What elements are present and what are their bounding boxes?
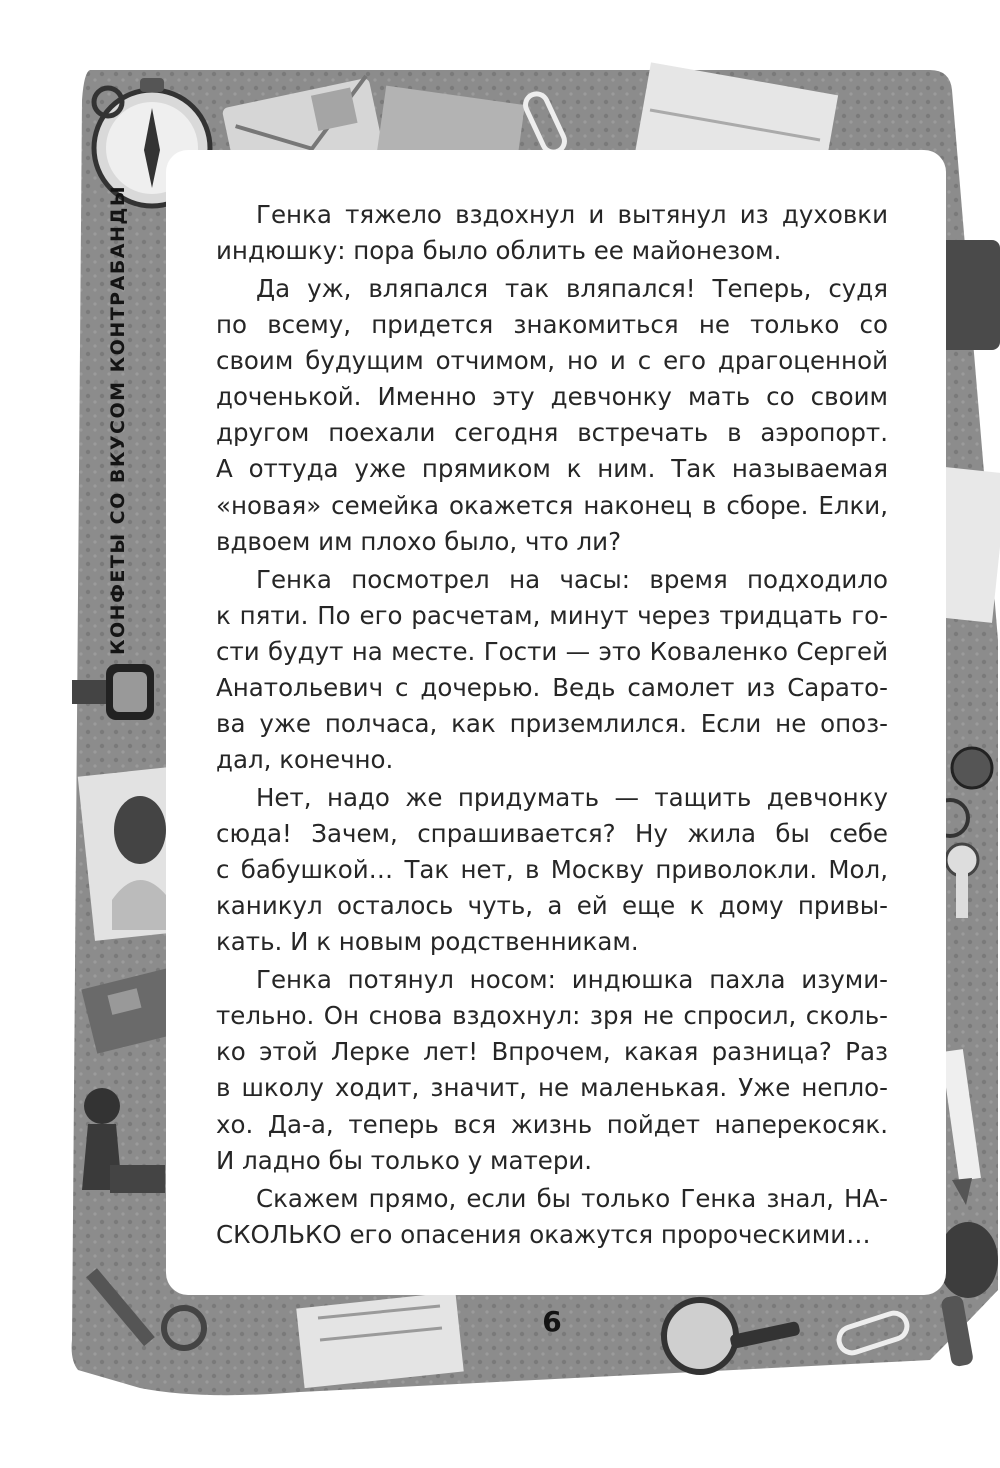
text-line: тельно. Он снова вздохнул: зря не спросил, сколь- (216, 1001, 888, 1031)
book-title: КОНФЕТЫ СО ВКУСОМ КОНТРАБАНДЫ (107, 184, 129, 656)
body-text (216, 197, 888, 1255)
paragraph (216, 271, 888, 560)
text-line: И ладно бы только у матери. (216, 1145, 593, 1175)
text-line: кать. И к новым родственникам. (216, 927, 639, 957)
text-line: каникул осталось чуть, а ей еще к дому привы- (216, 891, 888, 921)
text-line: сти будут на месте. Гости — это Коваленко Сергей (216, 636, 888, 666)
text-line: Генка потянул носом: индюшка пахла изуми- (256, 965, 888, 995)
text-line: с бабушкой… Так нет, в Москву приволокли. Мол, (216, 855, 888, 885)
paragraph (216, 962, 888, 1179)
text-line: к пяти. По его расчетам, минут через тридцать го- (216, 600, 888, 630)
text-line: доченькой. Именно эту девчонку мать со своим (216, 382, 888, 412)
text-line: другом поехали сегодня встречать в аэропорт. (216, 418, 888, 448)
text-line: Генка тяжело вздохнул и вытянул из духовки (256, 200, 888, 229)
text-line: Анатольевич с дочерью. Ведь самолет из Сарато- (216, 672, 888, 702)
text-line: СКОЛЬКО его опасения окажутся пророческими… (216, 1219, 871, 1249)
paragraph (216, 780, 888, 960)
paragraph (216, 197, 888, 269)
text-line: Генка посмотрел на часы: время подходило (256, 564, 888, 594)
text-line: своим будущим отчимом, но и с его драгоценной (216, 346, 888, 376)
letter-icon (296, 1292, 463, 1388)
text-line: Нет, надо же придумать — тащить девчонку (256, 782, 888, 812)
text-line: ва уже полчаса, как приземлился. Если не опоз- (216, 708, 888, 738)
text-line: хо. Да-а, теперь вся жизнь пойдет наперекосяк. (216, 1109, 888, 1139)
text-line: Да уж, вляпался так вляпался! Теперь, судя (256, 273, 888, 303)
text-line: индюшку: пора было облить ее майонезом. (216, 236, 782, 266)
text-line: ко этой Лерке лет! Впрочем, какая разница? Раз (216, 1037, 888, 1067)
paragraph (216, 1181, 888, 1253)
text-line: по всему, придется знакомиться не только со (216, 310, 888, 340)
text-line: сюда! Зачем, спрашивается? Ну жила бы себе (216, 818, 888, 848)
text-line: А оттуда уже прямиком к ним. Так называемая (216, 454, 888, 484)
text-line: «новая» семейка окажется наконец в сборе. Елки, (216, 490, 888, 520)
paragraph (216, 562, 888, 779)
text-line: Скажем прямо, если бы только Генка знал, НА- (256, 1183, 888, 1213)
page-number: 6 (542, 1305, 562, 1338)
text-line: в школу ходит, значит, не маленькая. Уже непло- (216, 1073, 888, 1103)
text-line: дал, конечно. (216, 745, 394, 774)
text-line: вдвоем им плохо было, что ли? (216, 526, 622, 556)
